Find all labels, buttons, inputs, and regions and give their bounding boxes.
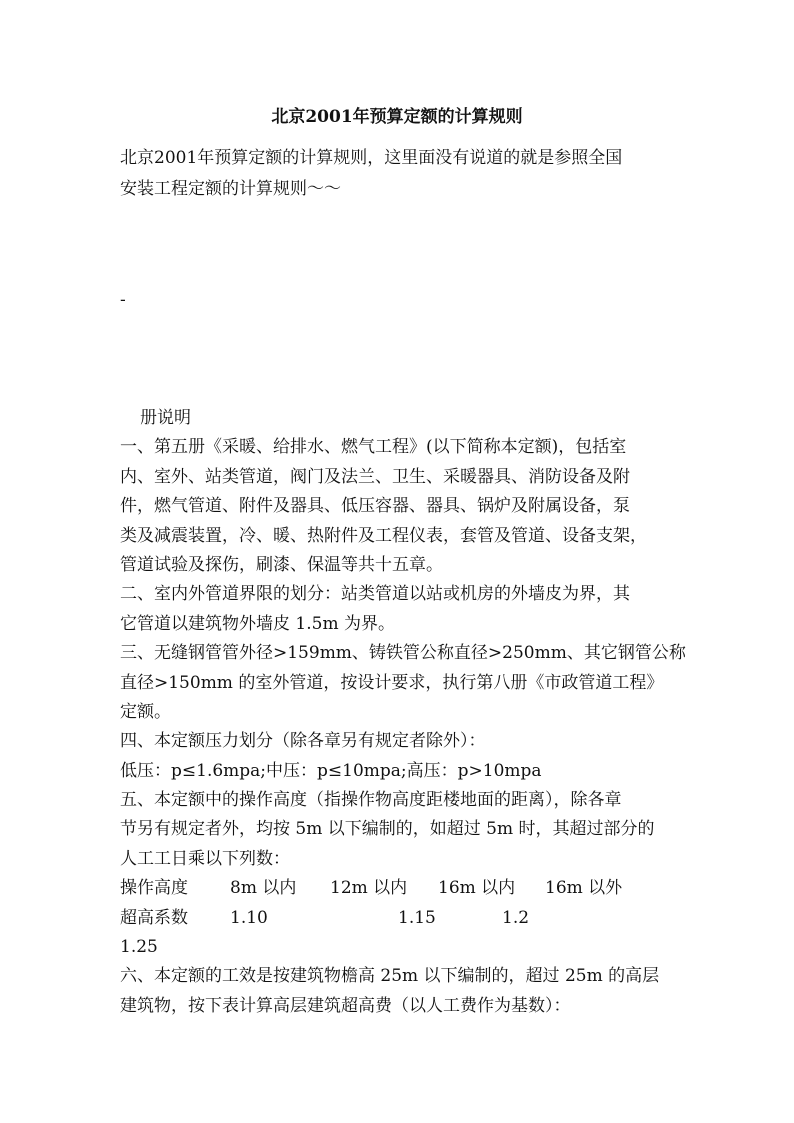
body-line: 内、室外、站类管道，阀门及法兰、卫生、采暖器具、消防设备及附 — [120, 466, 630, 487]
height-table-overflow: 1.25 — [120, 937, 158, 958]
body-line: 低压：p≤1.6mpa;中压：p≤10mpa;高压：p>10mpa — [120, 760, 542, 781]
intro-paragraph — [120, 143, 700, 205]
height-table-row — [120, 904, 700, 933]
body-line: 一、第五册《采暖、给排水、燃气工程》(以下简称本定额)，包括室 — [120, 437, 627, 458]
body-line: 直径>150mm 的室外管道，按设计要求，执行第八册《市政管道工程》 — [120, 672, 664, 693]
section-heading: 册说明 — [140, 408, 191, 428]
dash-marker: - — [120, 290, 126, 310]
table-cell: 12m 以内 — [330, 878, 408, 899]
table-cell: 16m 以内 — [438, 878, 516, 899]
table-cell: 操作高度 — [120, 878, 188, 899]
height-table-row — [120, 874, 700, 903]
volume-notes — [120, 404, 700, 1021]
table-cell: 1.10 — [230, 907, 268, 928]
body-line: 管道试验及探伤，刷漆、保温等共十五章。 — [120, 554, 443, 575]
table-cell: 1.15 — [398, 907, 436, 928]
intro-line: 北京2001年预算定额的计算规则，这里面没有说道的就是参照全国 — [120, 148, 623, 168]
table-cell: 16m 以外 — [545, 878, 623, 899]
body-line: 定额。 — [120, 701, 171, 722]
intro-line: 安装工程定额的计算规则～～ — [120, 179, 341, 199]
body-line: 它管道以建筑物外墙皮 1.5m 为界。 — [120, 613, 395, 634]
body-line: 建筑物，按下表计算高层建筑超高费（以人工费作为基数）： — [120, 995, 571, 1016]
body-line: 类及减震装置，冷、暖、热附件及工程仪表，套管及管道、设备支架， — [120, 525, 647, 546]
document-title: 北京2001年预算定额的计算规则 — [271, 107, 523, 127]
body-line: 三、无缝钢管管外径>159mm、铸铁管公称直径>250mm、其它钢管公称 — [120, 643, 686, 664]
body-line: 人工工日乘以下列数： — [120, 848, 290, 869]
table-cell: 8m 以内 — [230, 878, 297, 899]
table-cell: 1.2 — [502, 907, 530, 928]
table-cell: 超高系数 — [120, 907, 188, 928]
body-line: 六、本定额的工效是按建筑物檐高 25m 以下编制的，超过 25m 的高层 — [120, 966, 660, 987]
body-line: 二、室内外管道界限的划分：站类管道以站或机房的外墙皮为界，其 — [120, 584, 630, 605]
body-line: 五、本定额中的操作高度（指操作物高度距楼地面的距离），除各章 — [120, 790, 622, 811]
body-line: 件，燃气管道、附件及器具、低压容器、器具、锅炉及附属设备，泵 — [120, 496, 630, 517]
body-line: 节另有规定者外，均按 5m 以下编制的，如超过 5m 时，其超过部分的 — [120, 819, 655, 840]
body-line: 四、本定额压力划分（除各章另有规定者除外）： — [120, 731, 486, 752]
